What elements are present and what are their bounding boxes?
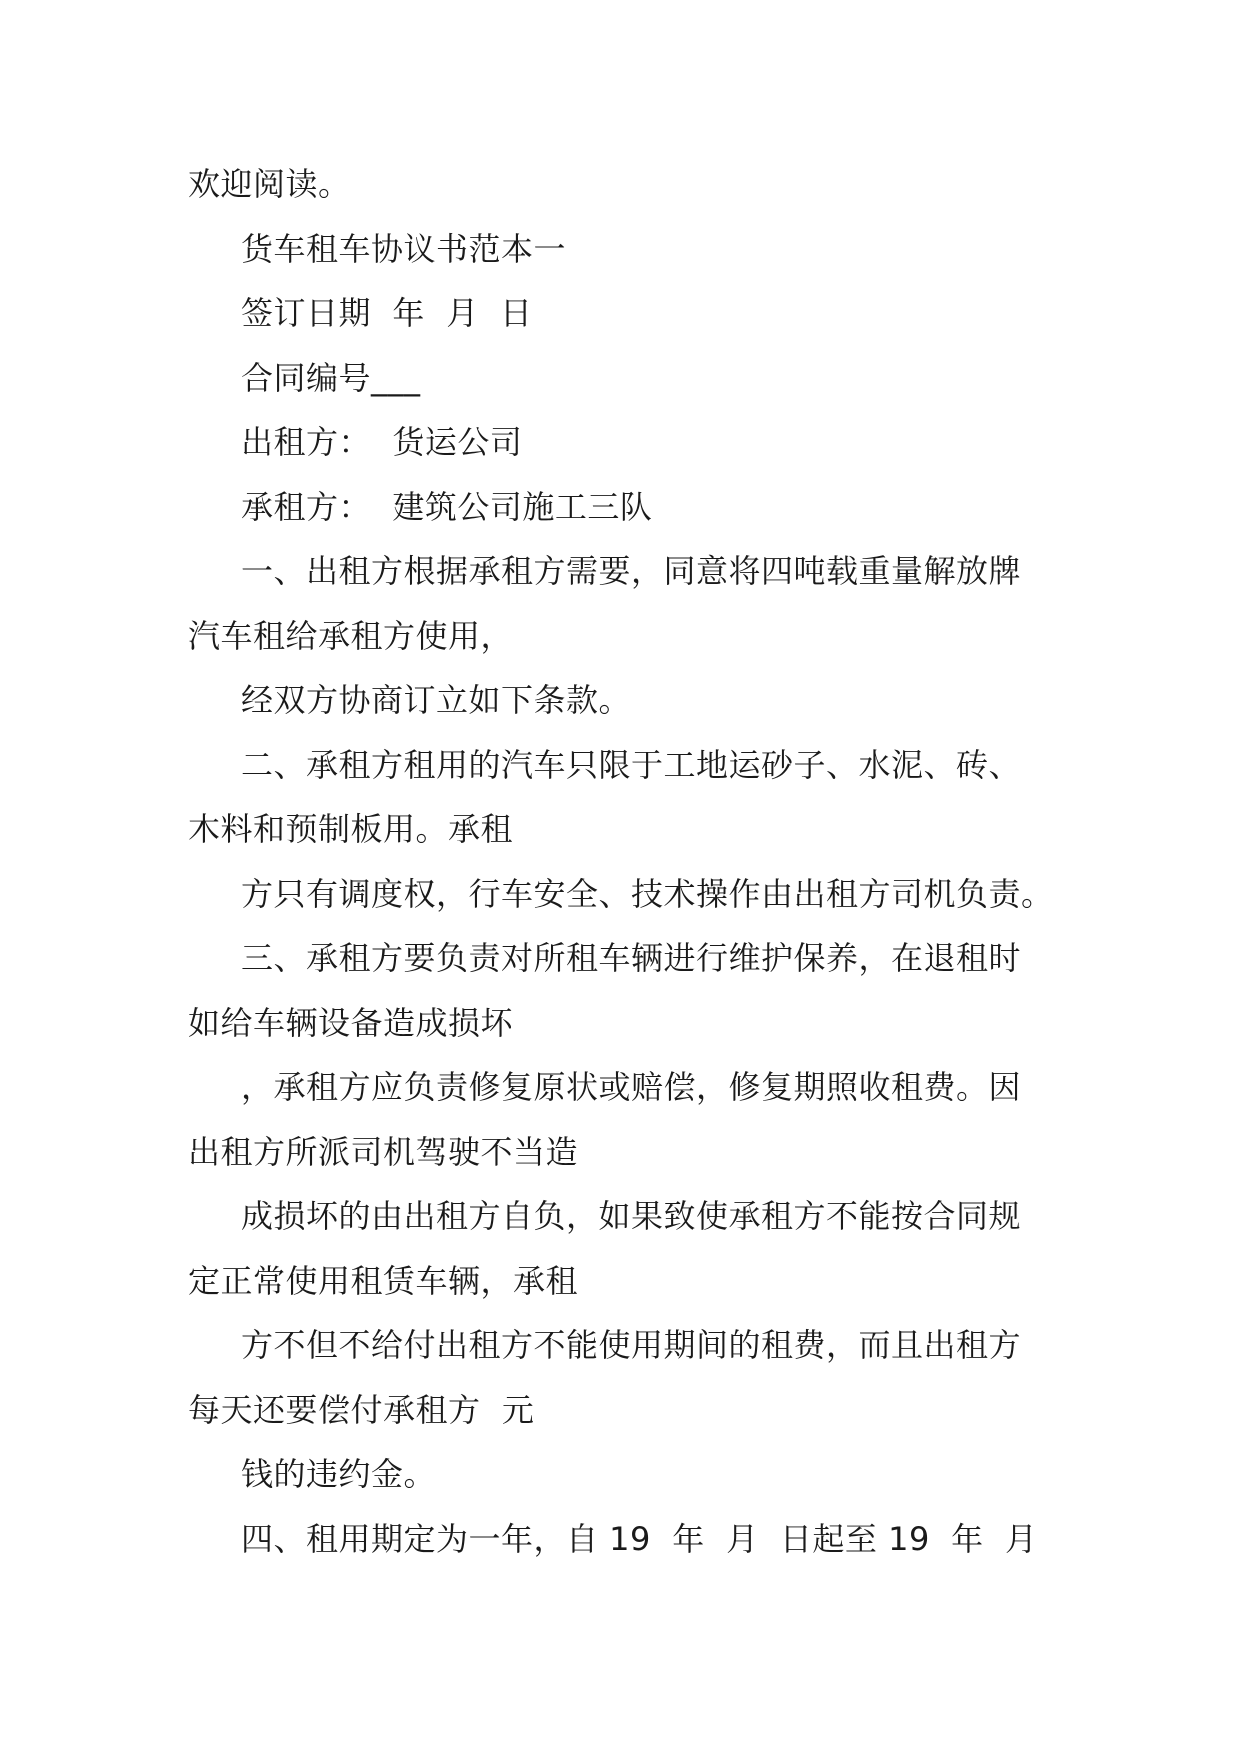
clause-3-line-5: 成损坏的由出租方自负，如果致使承租方不能按合同规 <box>241 1197 1022 1235</box>
clause-2-line-1: 二、承租方租用的汽车只限于工地运砂子、水泥、砖、 <box>241 745 1022 784</box>
intro-line: 欢迎阅读。 <box>188 165 351 203</box>
clause-4-line-1: 四、租用期定为一年，自 19 年 月 日起至 19 年 月 <box>241 1519 1038 1558</box>
clause-3-line-7: 方不但不给付出租方不能使用期间的租费，而且出租方 <box>241 1326 1022 1364</box>
clause-3-line-2: 如给车辆设备造成损坏 <box>188 1003 514 1042</box>
clause-3-line-1: 三、承租方要负责对所租车辆进行维护保养，在退租时 <box>241 939 1022 977</box>
contract-title: 货车租车协议书范本一 <box>241 229 567 268</box>
clause-1-line-1: 一、出租方根据承租方需要，同意将四吨载重量解放牌 <box>241 552 1022 590</box>
clause-3-line-9: 钱的违约金。 <box>241 1455 437 1493</box>
clause-2-line-2: 木料和预制板用。承租 <box>188 810 514 848</box>
clause-2-line-3: 方只有调度权，行车安全、技术操作由出租方司机负责。 <box>241 874 1054 913</box>
clause-1-line-3: 经双方协商订立如下条款。 <box>241 681 632 719</box>
lessee-line: 承租方： 建筑公司施工三队 <box>241 487 653 526</box>
signing-date-line: 签订日期 年 月 日 <box>241 294 533 332</box>
clause-3-line-6: 定正常使用租赁车辆，承租 <box>188 1261 579 1300</box>
clause-3-line-8: 每天还要偿付承租方 元 <box>188 1390 535 1429</box>
lessor-line: 出租方： 货运公司 <box>241 423 523 461</box>
document-body <box>188 152 1068 1571</box>
clause-1-line-2: 汽车租给承租方使用， <box>188 616 514 655</box>
contract-number-line: 合同编号___ <box>241 358 421 397</box>
clause-3-line-4: 出租方所派司机驾驶不当造 <box>188 1132 579 1171</box>
clause-3-line-3: ，承租方应负责修复原状或赔偿，修复期照收租费。因 <box>241 1068 1022 1106</box>
